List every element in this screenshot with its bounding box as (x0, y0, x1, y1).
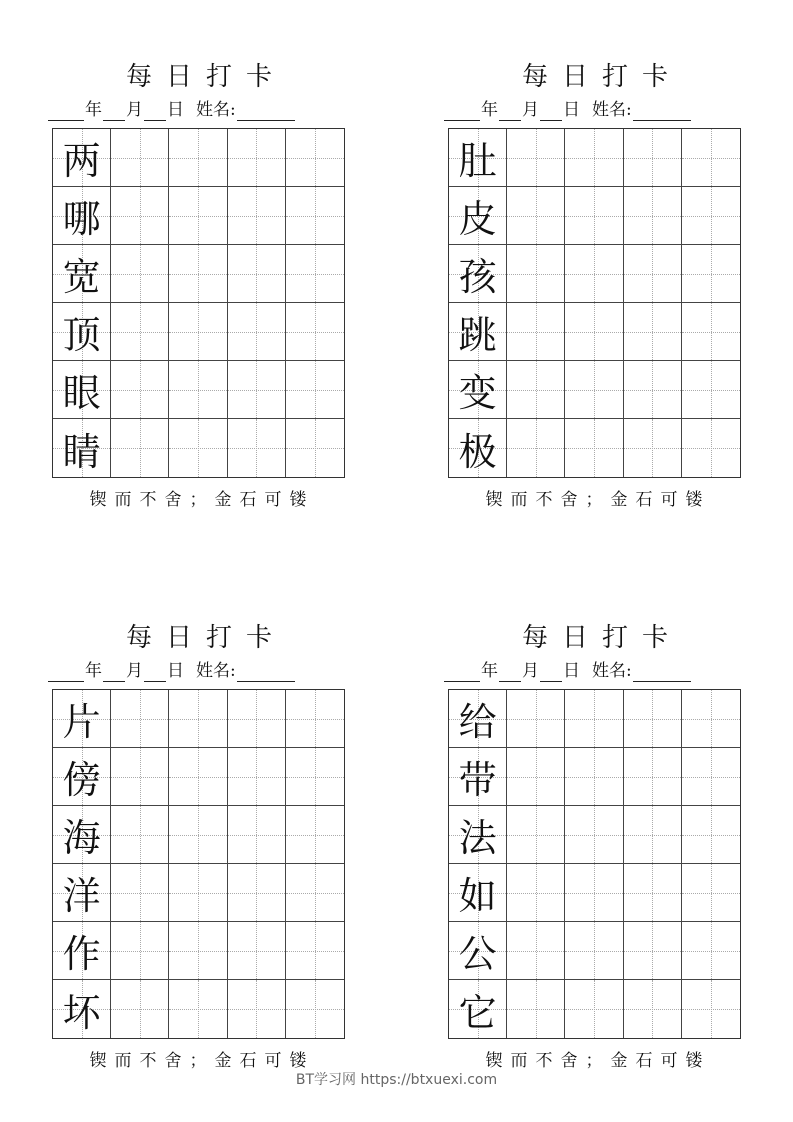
model-character-cell (449, 361, 507, 419)
practice-cell[interactable] (228, 922, 286, 980)
model-character: 眼 (62, 371, 101, 415)
practice-cell[interactable] (565, 187, 623, 245)
year-blank[interactable] (444, 102, 480, 121)
motto: 锲而不舍；金石可镂 (89, 490, 315, 510)
model-character: 片 (62, 700, 101, 744)
year-label: 年 (481, 100, 498, 120)
practice-cell[interactable] (682, 361, 740, 419)
practice-cell[interactable] (169, 806, 227, 864)
model-character-cell (449, 864, 507, 922)
practice-cell[interactable] (111, 303, 169, 361)
day-label: 日 (167, 661, 184, 681)
name-label: 姓名: (592, 661, 632, 681)
practice-cell[interactable] (682, 748, 740, 806)
footer-watermark: BT学习网 https://btxuexi.com (295, 1072, 498, 1088)
model-character: 顶 (62, 313, 101, 357)
year-blank[interactable] (444, 663, 480, 682)
year-blank[interactable] (48, 102, 84, 121)
practice-cell[interactable] (565, 864, 623, 922)
practice-cell[interactable] (682, 419, 740, 477)
card-title: 每日打卡 (125, 62, 286, 92)
practice-cell[interactable] (169, 748, 227, 806)
practice-cell[interactable] (286, 303, 344, 361)
day-label: 日 (563, 100, 580, 120)
practice-cell[interactable] (682, 690, 740, 748)
model-character-cell (449, 922, 507, 980)
practice-cell[interactable] (286, 980, 344, 1038)
practice-cell[interactable] (682, 864, 740, 922)
year-label: 年 (481, 661, 498, 681)
practice-cell[interactable] (565, 419, 623, 477)
practice-cell[interactable] (624, 980, 682, 1038)
practice-cell[interactable] (228, 419, 286, 477)
model-character-cell (53, 748, 111, 806)
name-label: 姓名: (196, 661, 236, 681)
practice-cell[interactable] (682, 245, 740, 303)
model-character-cell (449, 690, 507, 748)
model-character-cell (53, 187, 111, 245)
practice-cell[interactable] (682, 980, 740, 1038)
card-title: 每日打卡 (125, 623, 286, 653)
model-character: 公 (458, 932, 497, 976)
practice-cell[interactable] (286, 806, 344, 864)
practice-cell[interactable] (169, 419, 227, 477)
practice-cell[interactable] (624, 864, 682, 922)
name-blank[interactable] (633, 663, 691, 682)
practice-cell[interactable] (624, 806, 682, 864)
practice-cell[interactable] (286, 361, 344, 419)
practice-cell[interactable] (169, 187, 227, 245)
month-blank[interactable] (103, 663, 125, 682)
model-character: 给 (458, 700, 497, 744)
practice-cell[interactable] (286, 748, 344, 806)
practice-cell[interactable] (228, 864, 286, 922)
practice-cell[interactable] (228, 806, 286, 864)
practice-cell[interactable] (111, 980, 169, 1038)
practice-cell[interactable] (228, 303, 286, 361)
practice-cell[interactable] (565, 245, 623, 303)
model-character-cell (53, 864, 111, 922)
practice-cell[interactable] (111, 245, 169, 303)
date-name-line (48, 99, 348, 121)
day-label: 日 (167, 100, 184, 120)
year-label: 年 (85, 661, 102, 681)
day-blank[interactable] (540, 663, 562, 682)
practice-cell[interactable] (507, 748, 565, 806)
model-character: 变 (458, 371, 497, 415)
model-character: 孩 (458, 255, 497, 299)
name-label: 姓名: (196, 100, 236, 120)
practice-cell[interactable] (624, 361, 682, 419)
practice-cell[interactable] (507, 980, 565, 1038)
practice-cell[interactable] (624, 748, 682, 806)
practice-cell[interactable] (565, 690, 623, 748)
practice-cell[interactable] (682, 187, 740, 245)
practice-cell[interactable] (507, 690, 565, 748)
practice-cell[interactable] (507, 864, 565, 922)
model-character: 如 (458, 874, 497, 918)
name-label: 姓名: (592, 100, 632, 120)
practice-cell[interactable] (228, 129, 286, 187)
model-character-cell (53, 419, 111, 477)
model-character-cell (449, 419, 507, 477)
practice-cell[interactable] (507, 129, 565, 187)
practice-cell[interactable] (682, 303, 740, 361)
practice-cell[interactable] (507, 419, 565, 477)
practice-cell[interactable] (169, 303, 227, 361)
motto: 锲而不舍；金石可镂 (485, 490, 711, 510)
practice-cell[interactable] (507, 806, 565, 864)
day-blank[interactable] (540, 102, 562, 121)
practice-cell[interactable] (682, 922, 740, 980)
practice-cell[interactable] (228, 187, 286, 245)
practice-cell[interactable] (111, 187, 169, 245)
model-character: 跳 (458, 313, 497, 357)
practice-cell[interactable] (565, 922, 623, 980)
model-character-cell (449, 187, 507, 245)
practice-cell[interactable] (228, 245, 286, 303)
practice-cell[interactable] (169, 690, 227, 748)
practice-cell[interactable] (624, 245, 682, 303)
date-name-line (444, 660, 744, 682)
writing-grid (52, 128, 345, 478)
model-character-cell (53, 361, 111, 419)
model-character-cell (449, 245, 507, 303)
day-blank[interactable] (144, 102, 166, 121)
practice-cell[interactable] (228, 748, 286, 806)
practice-cell[interactable] (507, 361, 565, 419)
practice-cell[interactable] (111, 690, 169, 748)
year-blank[interactable] (48, 663, 84, 682)
practice-cell[interactable] (286, 129, 344, 187)
model-character: 睛 (62, 429, 101, 474)
practice-cell[interactable] (565, 748, 623, 806)
practice-cell[interactable] (169, 864, 227, 922)
practice-cell[interactable] (624, 419, 682, 477)
month-blank[interactable] (103, 102, 125, 121)
model-character: 坏 (62, 990, 101, 1035)
card-title: 每日打卡 (521, 623, 682, 653)
practice-cell[interactable] (565, 129, 623, 187)
practice-cell[interactable] (228, 690, 286, 748)
model-character-cell (449, 129, 507, 187)
model-character-cell (449, 303, 507, 361)
model-character: 肚 (458, 139, 497, 183)
name-blank[interactable] (633, 102, 691, 121)
model-character: 它 (458, 990, 497, 1035)
model-character: 作 (62, 932, 101, 976)
practice-cell[interactable] (111, 922, 169, 980)
practice-cell[interactable] (111, 419, 169, 477)
day-label: 日 (563, 661, 580, 681)
practice-cell[interactable] (111, 129, 169, 187)
month-label: 月 (126, 100, 143, 120)
card-title: 每日打卡 (521, 62, 682, 92)
model-character-cell (53, 980, 111, 1038)
date-name-line (444, 99, 744, 121)
practice-cell[interactable] (228, 361, 286, 419)
model-character-cell (53, 129, 111, 187)
model-character: 两 (62, 139, 101, 183)
practice-cell[interactable] (286, 864, 344, 922)
practice-cell[interactable] (286, 187, 344, 245)
practice-cell[interactable] (286, 245, 344, 303)
practice-cell[interactable] (111, 361, 169, 419)
month-blank[interactable] (499, 663, 521, 682)
practice-cell[interactable] (228, 980, 286, 1038)
model-character-cell (449, 806, 507, 864)
writing-grid (448, 689, 741, 1039)
motto: 锲而不舍；金石可镂 (89, 1051, 315, 1071)
model-character: 哪 (62, 197, 101, 241)
motto: 锲而不舍；金石可镂 (485, 1051, 711, 1071)
practice-cell[interactable] (624, 129, 682, 187)
model-character-cell (53, 245, 111, 303)
model-character: 海 (62, 816, 101, 860)
practice-cell[interactable] (507, 245, 565, 303)
month-label: 月 (522, 661, 539, 681)
practice-cell[interactable] (169, 129, 227, 187)
model-character: 洋 (62, 874, 101, 918)
practice-cell[interactable] (111, 864, 169, 922)
model-character: 宽 (62, 255, 101, 299)
practice-cell[interactable] (286, 922, 344, 980)
model-character: 带 (458, 758, 497, 802)
practice-cell[interactable] (565, 806, 623, 864)
practice-cell[interactable] (565, 980, 623, 1038)
practice-cell[interactable] (682, 806, 740, 864)
month-blank[interactable] (499, 102, 521, 121)
practice-cell[interactable] (565, 303, 623, 361)
date-name-line (48, 660, 348, 682)
model-character-cell (449, 748, 507, 806)
month-label: 月 (522, 100, 539, 120)
practice-cell[interactable] (507, 187, 565, 245)
model-character: 皮 (458, 197, 497, 241)
writing-grid (52, 689, 345, 1039)
model-character-cell (53, 690, 111, 748)
practice-cell[interactable] (169, 922, 227, 980)
model-character: 傍 (62, 758, 101, 802)
practice-cell[interactable] (624, 187, 682, 245)
practice-cell[interactable] (624, 922, 682, 980)
practice-cell[interactable] (169, 980, 227, 1038)
year-label: 年 (85, 100, 102, 120)
model-character: 极 (458, 429, 497, 474)
practice-cell[interactable] (286, 690, 344, 748)
practice-cell[interactable] (682, 129, 740, 187)
practice-cell[interactable] (624, 690, 682, 748)
model-character-cell (53, 922, 111, 980)
practice-cell[interactable] (507, 303, 565, 361)
model-character: 法 (458, 816, 497, 860)
model-character-cell (53, 806, 111, 864)
practice-cell[interactable] (286, 419, 344, 477)
practice-cell[interactable] (169, 361, 227, 419)
practice-cell[interactable] (565, 361, 623, 419)
practice-cell[interactable] (507, 922, 565, 980)
writing-grid (448, 128, 741, 478)
practice-cell[interactable] (111, 748, 169, 806)
practice-cell[interactable] (169, 245, 227, 303)
practice-cell[interactable] (111, 806, 169, 864)
model-character-cell (449, 980, 507, 1038)
name-blank[interactable] (237, 102, 295, 121)
model-character-cell (53, 303, 111, 361)
name-blank[interactable] (237, 663, 295, 682)
practice-cell[interactable] (624, 303, 682, 361)
day-blank[interactable] (144, 663, 166, 682)
month-label: 月 (126, 661, 143, 681)
